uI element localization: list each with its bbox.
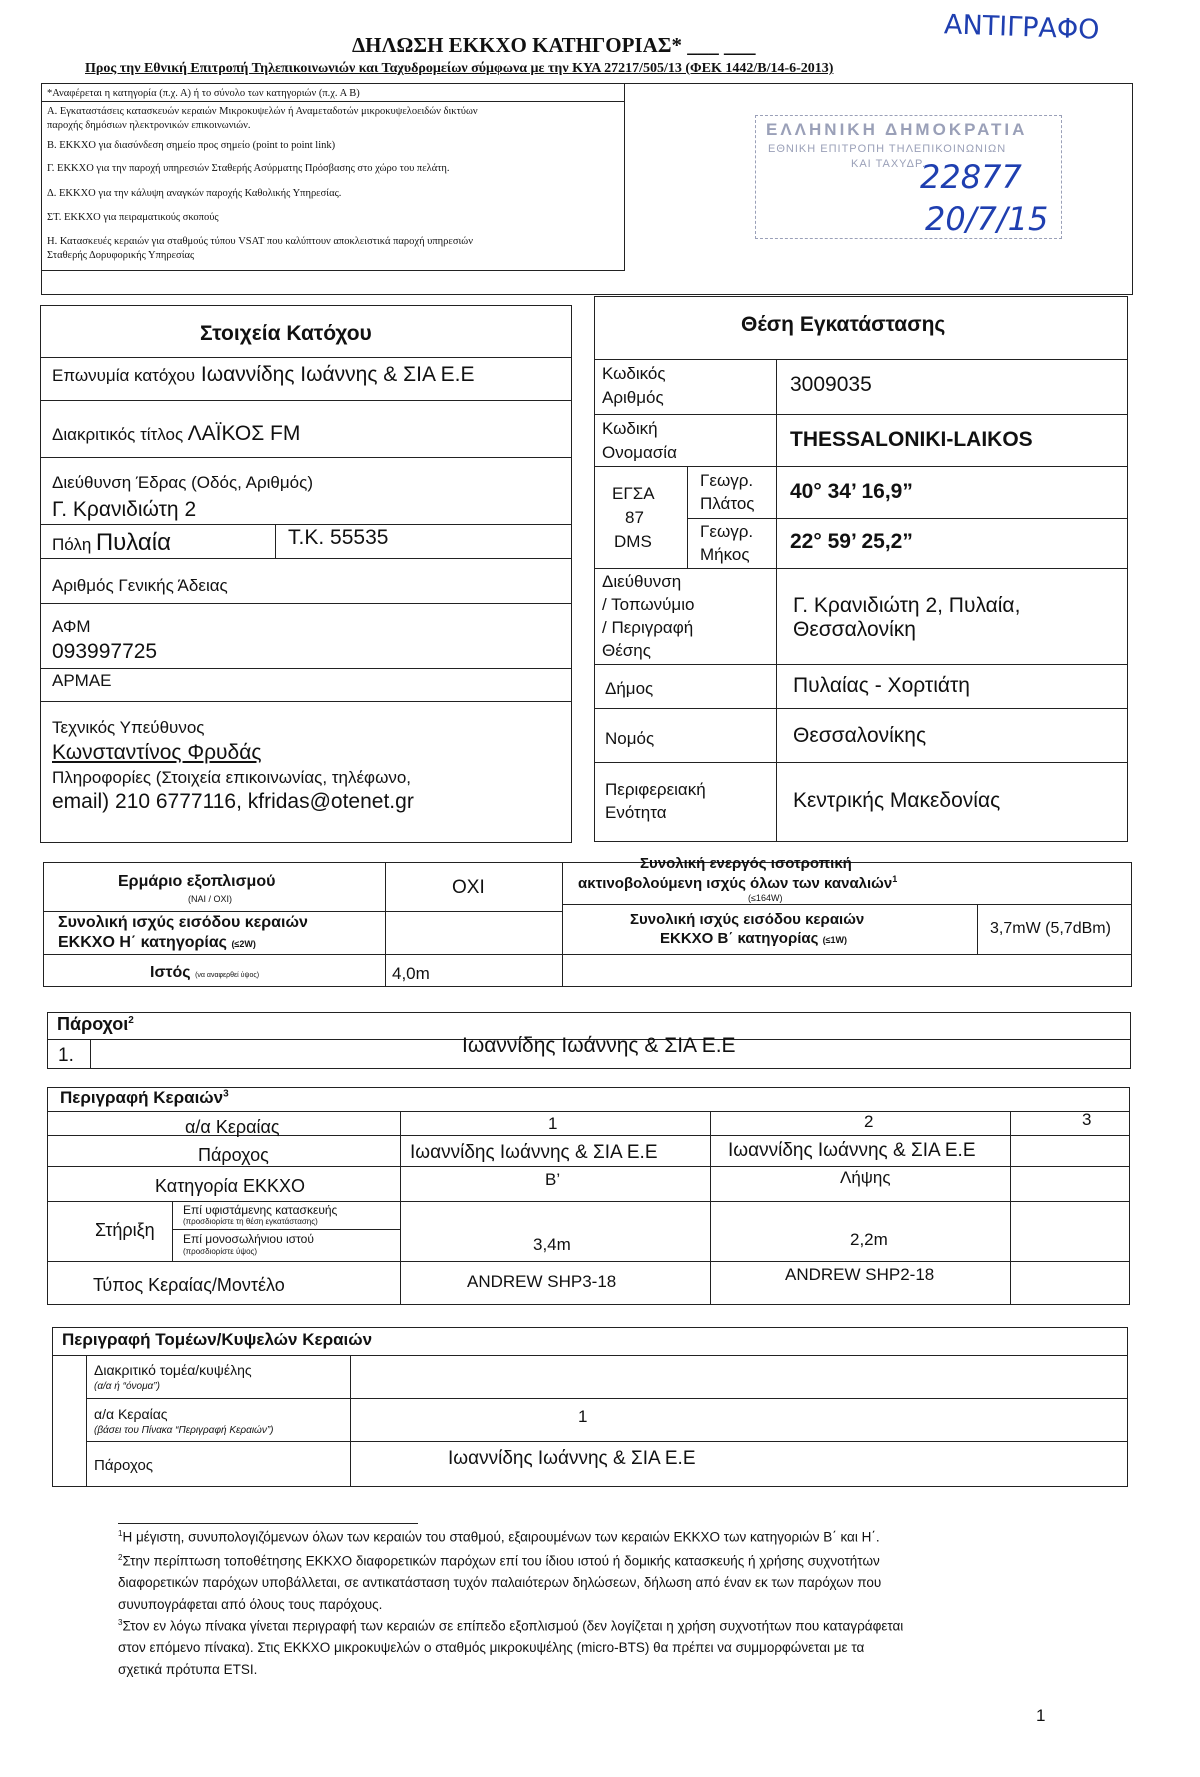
holder-info-value: email) 210 6777116, kfridas@otenet.gr xyxy=(52,790,414,813)
holder-name-value: Ιωαννίδης Ιωάννης & ΣΙΑ Ε.Ε xyxy=(200,363,475,386)
category-item: Σταθερής Δορυφορικής Υπηρεσίας xyxy=(47,250,195,261)
sector-provider-label: Πάροχος xyxy=(94,1457,154,1474)
holder-address-label: Διεύθυνση Έδρας (Οδός, Αριθμός) xyxy=(52,473,313,492)
provider-row-no: 1. xyxy=(58,1045,74,1066)
h-power-label-2: ΕΚΚΧΟ Η΄ κατηγορίας xyxy=(58,934,227,951)
eirp-label: Συνολική ενεργός ισοτροπική xyxy=(640,855,852,872)
site-region-label: Περιφερειακή xyxy=(605,780,706,799)
footnote-2 xyxy=(118,1553,880,1569)
eirp-sup: 1 xyxy=(892,874,898,884)
footnote-3-text: Στον εν λόγω πίνακα γίνεται περιγραφή των κεραιών σε επίπεδο εξοπλισμού (δεν λογίζεται η χρήση συχνοτήτων που καταγράφεται xyxy=(122,1618,904,1634)
antenna-2-height: 2,2m xyxy=(850,1230,888,1249)
holder-name xyxy=(52,363,474,387)
antenna-1-provider: Ιωαννίδης Ιωάννης & ΣΙΑ Ε.Ε xyxy=(410,1142,658,1163)
sector-provider-value: Ιωαννίδης Ιωάννης & ΣΙΑ Ε.Ε xyxy=(448,1448,696,1469)
holder-title-label: Διακριτικός τίτλος xyxy=(52,425,184,444)
site-lon-label: Μήκος xyxy=(700,545,750,564)
site-egsa-label: ΕΓΣΑ xyxy=(612,484,655,503)
site-addr-label: Θέσης xyxy=(602,641,651,660)
form-subtitle: Προς την Εθνική Επιτροπή Τηλεπικοινωνιών και Ταχυδρομείων σύμφωνα με την ΚΥΑ 27217/505/13 (ΦΕΚ 1442/Β/14-6-2013) xyxy=(85,61,834,76)
site-heading: Θέση Εγκατάστασης xyxy=(741,313,946,336)
antenna-2-aa: 2 xyxy=(864,1112,874,1131)
copy-stamp: ΑΝΤΙΓΡΑΦΟ xyxy=(943,9,1100,46)
holder-tech-label: Τεχνικός Υπεύθυνος xyxy=(52,718,205,737)
footnote-2-sup: 2 xyxy=(118,1553,123,1562)
antenna-aa-label: α/α Κεραίας xyxy=(185,1117,280,1137)
b-power-label-2: ΕΚΚΧΟ Β΄ κατηγορίας xyxy=(660,930,819,947)
site-prefecture-value: Θεσσαλονίκης xyxy=(793,724,927,747)
footnote-1-text: Η μέγιστη, συνυπολογιζόμενων όλων των κεραιών του σταθμού, εξαιρουμένων των κεραιών ΕΚΚΧΟ των κατηγοριών Β΄ και Η΄. xyxy=(122,1529,880,1545)
footnote-1-sup: 1 xyxy=(118,1529,123,1538)
stamp-line: ΚΑΙ ΤΑΧΥΔΡ. xyxy=(851,158,927,170)
site-code-label: Αριθμός xyxy=(602,388,664,407)
footnote-2-line: συνυπογράφεται από όλους τους παρόχους. xyxy=(118,1597,383,1612)
site-cname-label: Κωδική xyxy=(602,419,658,438)
h-power-sub: (≤2W) xyxy=(231,939,256,949)
antennas-heading-text: Περιγραφή Κεραιών xyxy=(60,1088,224,1107)
footnote-3-line: σχετικά πρότυπα ETSI. xyxy=(118,1662,258,1677)
site-egsa-label: DMS xyxy=(614,532,652,551)
provider-row-value: Ιωαννίδης Ιωάννης & ΣΙΑ Ε.Ε xyxy=(462,1034,736,1057)
site-addr-label: / Τοπωνύμιο xyxy=(602,595,695,614)
site-lat-label: Γεωγρ. xyxy=(700,471,754,490)
cabinet-label: Ερμάριο εξοπλισμού xyxy=(118,873,276,890)
holder-heading: Στοιχεία Κατόχου xyxy=(200,322,372,345)
site-addr-value: Θεσσαλονίκη xyxy=(793,618,916,641)
sector-aa-value: 1 xyxy=(578,1407,588,1426)
eirp-sub: (≤164W) xyxy=(748,893,783,903)
holder-title-value: ΛΑΪΚΟΣ FM xyxy=(187,422,301,445)
mast-label xyxy=(150,964,259,982)
site-cname-label: Ονομασία xyxy=(602,443,677,462)
site-lat-value: 40° 34’ 16,9” xyxy=(790,480,913,503)
holder-info-label: Πληροφορίες (Στοιχεία επικοινωνίας, τηλέφωνο, xyxy=(52,768,412,787)
antenna-support-b-sub: (προσδιορίστε ύψος) xyxy=(183,1247,258,1256)
category-item: Η. Κατασκευές κεραιών για σταθμούς τύπου VSAT που καλύπτουν αποκλειστικά παροχή υπηρεσιών xyxy=(47,236,473,247)
holder-armae-label: ΑΡΜΑΕ xyxy=(52,671,112,690)
antenna-model-label: Τύπος Κεραίας/Μοντέλο xyxy=(93,1275,285,1295)
antenna-1-model: ANDREW SHP3-18 xyxy=(467,1272,617,1291)
antennas-sup: 3 xyxy=(223,1088,229,1100)
footnote-3-line: στον επόμενο πίνακα). Στις ΕΚΚΧΟ μικροκυψελών ο σταθμός μικροκυψέλης (micro-BTS) θα πρέπει να συμμορφώνεται με τα xyxy=(118,1640,865,1655)
holder-afm-label: ΑΦΜ xyxy=(52,617,91,636)
footnote-2-line: διαφορετικών παρόχων υποβάλλεται, σε αντικατάσταση τυχόν παλαιότερων δηλώσεων, δήλωση από έναν εκ των παρόχων που xyxy=(118,1575,882,1590)
site-region-value: Κεντρικής Μακεδονίας xyxy=(793,789,1001,812)
site-region-label: Ενότητα xyxy=(605,803,667,822)
antenna-3-aa: 3 xyxy=(1082,1110,1092,1129)
receipt-date: 20/7/15 xyxy=(925,200,1049,238)
site-code-value: 3009035 xyxy=(790,373,872,396)
site-municipality-label: Δήμος xyxy=(605,679,654,698)
holder-zip: Τ.Κ. 55535 xyxy=(288,526,389,549)
site-lon-value: 22° 59’ 25,2” xyxy=(790,530,913,553)
holder-afm-value: 093997725 xyxy=(52,640,158,663)
holder-name-label: Επωνυμία κατόχου xyxy=(52,366,196,385)
holder-address-value: Γ. Κρανιδιώτη 2 xyxy=(52,498,197,521)
h-power-label: Συνολική ισχύς εισόδου κεραιών xyxy=(58,914,308,931)
antenna-support-a: Επί υφιστάμενης κατασκευής xyxy=(183,1203,338,1217)
antenna-1-height: 3,4m xyxy=(533,1235,571,1254)
site-municipality-value: Πυλαίας - Χορτιάτη xyxy=(793,674,970,697)
mast-sub: (να αναφερθεί ύψος) xyxy=(195,972,260,979)
antennas-heading xyxy=(60,1088,229,1108)
category-note: *Αναφέρεται η κατηγορία (π.χ. Α) ή το σύνολο των κατηγοριών (π.χ. Α Β) xyxy=(47,88,360,99)
b-power-label xyxy=(660,930,847,947)
category-item: Α. Εγκαταστάσεις κατασκευών κεραιών Μικροκυψελών ή Αναμεταδοτών μικροκυψελοειδών δικτύων xyxy=(47,106,478,117)
site-addr-label: Διεύθυνση xyxy=(602,572,682,591)
antenna-support-label: Στήριξη xyxy=(95,1220,155,1240)
site-addr-value: Γ. Κρανιδιώτη 2, Πυλαία, xyxy=(793,594,1021,617)
footnote-3 xyxy=(118,1618,903,1634)
stamp-line: ΕΛΛΗΝΙΚΗ ΔΗΜΟΚΡΑΤΙΑ xyxy=(766,120,1028,139)
antenna-1-aa: 1 xyxy=(548,1114,558,1133)
holder-city-value: Πυλαία xyxy=(95,529,172,556)
sector-id-label: Διακριτικό τομέα/κυψέλης xyxy=(94,1362,252,1378)
providers-heading-text: Πάροχοι xyxy=(57,1014,129,1034)
mast-label-text: Ιστός xyxy=(150,964,191,981)
stamp-line: ΕΘΝΙΚΗ ΕΠΙΤΡΟΠΗ ΤΗΛΕΠΙΚΟΙΝΩΝΙΩΝ xyxy=(768,143,1007,155)
holder-tech-value: Κωνσταντίνος Φρυδάς xyxy=(52,741,262,764)
category-item: παροχής δημόσιων ηλεκτρονικών επικοινωνιών. xyxy=(47,120,251,131)
providers-heading xyxy=(57,1014,134,1035)
receipt-number: 22877 xyxy=(920,158,1022,196)
sectors-heading: Περιγραφή Τομέων/Κυψελών Κεραιών xyxy=(62,1330,373,1349)
site-lon-label: Γεωγρ. xyxy=(700,522,754,541)
sector-id-sub: (α/α ή “όνομα”) xyxy=(94,1381,160,1392)
site-addr-label: / Περιγραφή xyxy=(602,618,694,637)
b-power-value: 3,7mW (5,7dBm) xyxy=(990,920,1111,937)
footnote-3-sup: 3 xyxy=(118,1618,123,1627)
cabinet-value: ΟΧΙ xyxy=(452,877,485,898)
eirp-label xyxy=(578,874,897,892)
holder-city xyxy=(52,529,171,557)
sector-aa-sub: (βάσει του Πίνακα “Περιγραφή Κεραιών”) xyxy=(94,1425,274,1436)
cabinet-sub: (ΝΑΙ / ΟΧΙ) xyxy=(188,894,233,904)
form-title: ΔΗΛΩΣΗ ΕΚΚΧΟ ΚΑΤΗΓΟΡΙΑΣ* ___ ___ xyxy=(352,33,756,57)
site-code-label: Κωδικός xyxy=(602,364,666,383)
holder-license-label: Αριθμός Γενικής Άδειας xyxy=(52,576,228,595)
antenna-provider-label: Πάροχος xyxy=(198,1145,269,1165)
mast-value: 4,0m xyxy=(392,964,430,983)
antenna-category-label: Κατηγορία ΕΚΚΧΟ xyxy=(155,1176,305,1196)
category-item: ΣΤ. ΕΚΚΧΟ για πειραματικούς σκοπούς xyxy=(47,212,219,223)
antenna-2-model: ANDREW SHP2-18 xyxy=(785,1265,935,1284)
holder-city-label: Πόλη xyxy=(52,535,92,554)
h-power-label xyxy=(58,934,256,952)
antenna-2-provider: Ιωαννίδης Ιωάννης & ΣΙΑ Ε.Ε xyxy=(728,1140,976,1161)
antenna-support-a-sub: (προσδιορίστε τη θέση εγκατάστασης) xyxy=(183,1217,318,1226)
footnote-1 xyxy=(118,1529,880,1545)
category-item: Β. ΕΚΚΧΟ για διασύνδεση σημείο προς σημείο (point to point link) xyxy=(47,140,336,151)
category-item: Γ. ΕΚΚΧΟ για την παροχή υπηρεσιών Σταθερής Ασύρματης Πρόσβασης στο χώρο του πελάτη. xyxy=(47,163,450,174)
holder-title xyxy=(52,422,300,446)
site-lat-label: Πλάτος xyxy=(700,494,755,513)
page-number: 1 xyxy=(1036,1706,1046,1725)
b-power-sub: (≤1W) xyxy=(822,935,848,945)
site-egsa-label: 87 xyxy=(625,508,644,527)
category-item: Δ. ΕΚΚΧΟ για την κάλυψη αναγκών παροχής Καθολικής Υπηρεσίας. xyxy=(47,188,342,199)
footnote-2-text: Στην περίπτωση τοποθέτησης ΕΚΚΧΟ διαφορετικών παρόχων επί του ίδιου ιστού ή δομικής κατασκευής ή χρήσης συχνοτήτων xyxy=(122,1553,880,1569)
providers-sup: 2 xyxy=(128,1015,134,1026)
antenna-2-category: Λήψης xyxy=(840,1168,891,1187)
sector-aa-label: α/α Κεραίας xyxy=(94,1406,168,1422)
eirp-label-2: ακτινοβολούμενη ισχύς όλων των καναλιών xyxy=(578,875,893,892)
site-cname-value: THESSALONIKI-LAIKOS xyxy=(790,428,1033,451)
b-power-label: Συνολική ισχύς εισόδου κεραιών xyxy=(630,911,865,928)
antenna-1-category: Β’ xyxy=(545,1170,561,1189)
antenna-support-b: Επί μονοσωλήνιου ιστού xyxy=(183,1232,314,1246)
footnote-rule xyxy=(118,1523,418,1524)
site-prefecture-label: Νομός xyxy=(605,729,655,748)
